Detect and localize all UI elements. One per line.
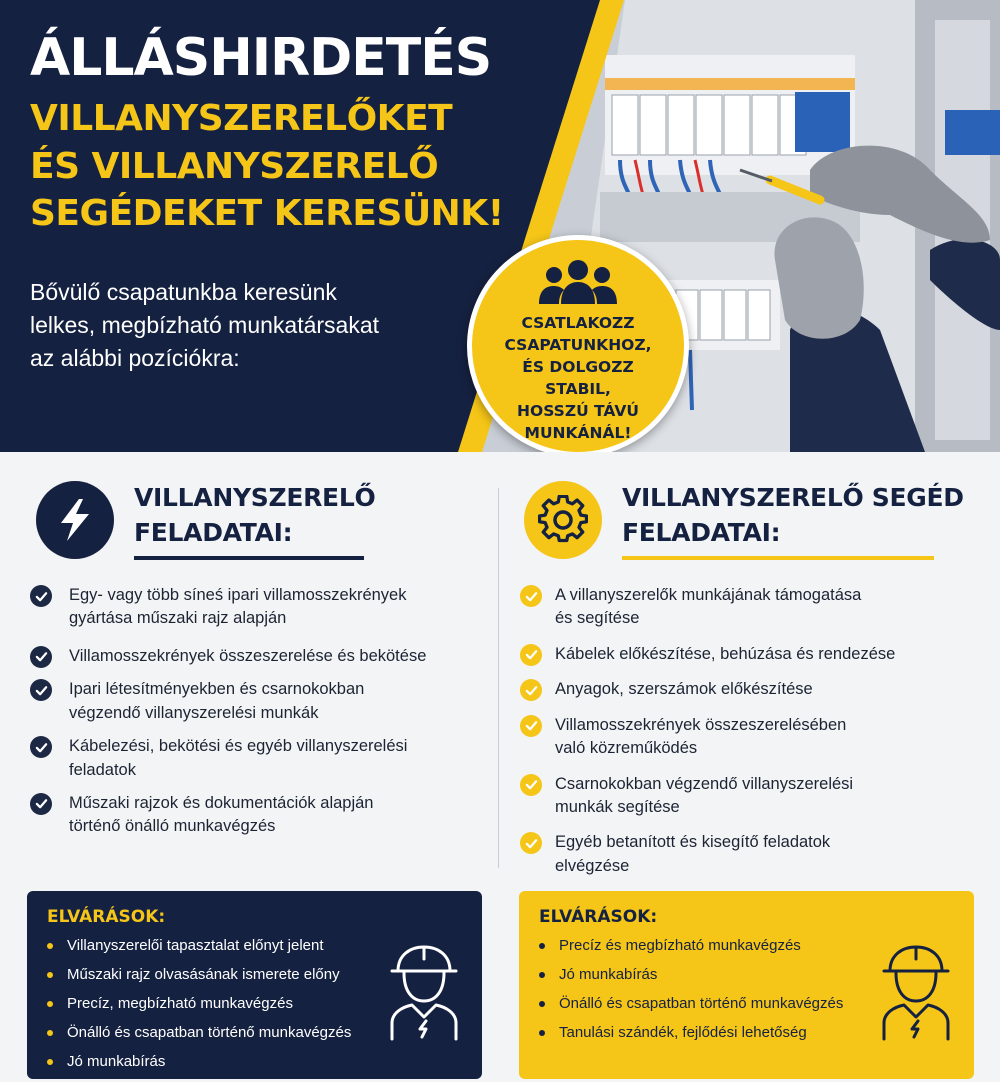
badge-text [493,312,663,444]
title-line: VILLANYSZERELŐ SEGÉD [622,483,964,512]
task-text [555,678,813,701]
electrician-title-wrap [134,480,375,560]
requirement-text: Precíz és megbízható munkavégzés [559,937,801,954]
join-team-badge [467,235,689,452]
task-line: Ipari létesítményekben és csarnokokban [69,680,365,699]
badge-line: CSAPATUNKHOZ, [504,336,652,354]
title-line: VILLANYSZERELŐ [134,483,376,512]
requirement-text: Önálló és csapatban történő munkavégzés [559,995,844,1012]
list-item [30,792,490,839]
bullet-icon [47,1030,53,1036]
requirement-text: Műszaki rajz olvasásának ismerete előny [67,966,340,983]
lightning-icon [36,481,114,559]
subtitle-line: SEGÉDEKET KERESÜNK! [30,193,504,235]
assistant-requirements-box [519,891,974,1079]
requirements-title: ELVÁRÁSOK: [539,907,658,927]
check-icon [30,793,52,815]
title-underline [622,556,934,560]
list-item [47,1047,462,1076]
task-line: Kábelezési, bekötési és egyéb villanyszerelési [69,737,408,756]
hero-banner [0,0,1000,452]
task-line: A villanyszerelők munkájának támogatása [555,586,862,604]
bullet-icon [539,943,545,949]
task-text [69,792,374,839]
task-text [555,643,895,666]
task-line: Műszaki rajzok és dokumentációk alapján [69,793,374,812]
electrician-header [30,470,490,570]
intro-line: Bővülő csapatunkba keresünk [30,278,337,305]
assistant-header [520,470,980,570]
check-icon [520,774,542,796]
task-line: Egy- vagy több síneś ipari villamosszekrények [69,586,407,604]
requirement-text: Villanyszerelői tapasztalat előnyt jelent [67,937,324,954]
task-line: való közreműködés [555,739,698,758]
check-icon [520,644,542,666]
task-line: gyártása műszaki rajz alapján [69,609,287,628]
requirements-title: ELVÁRÁSOK: [47,907,166,927]
badge-line: HOSSZÚ TÁVÚ [517,402,639,420]
check-icon [520,679,542,701]
bullet-icon [47,1001,53,1007]
bullet-icon [539,1030,545,1036]
task-line: Anyagok, szerszámok előkészítése [555,680,813,699]
check-icon [30,736,52,758]
requirement-text: Jó munkabírás [67,1053,166,1070]
badge-line: MUNKÁNÁL! [524,424,632,442]
requirement-text: Tanulási szándék, fejlődési lehetőség [559,1024,807,1041]
bullet-icon [539,972,545,978]
subtitle-line: VILLANYSZERELŐKET [30,98,453,140]
electrician-title [134,480,375,550]
title-line: FELADATAI: [134,518,293,547]
assistant-title-wrap [622,480,964,560]
intro-line: lelkes, megbízható munkatársakat [30,312,380,339]
requirement-text: Precíz, megbízható munkavégzés [67,995,293,1012]
requirement-text: Önálló és csapatban történő munkavégzés [67,1024,352,1041]
task-line: munkák segítése [555,797,680,816]
subtitle-line: ÉS VILLANYSZERELŐ [30,145,439,187]
list-item [520,678,980,701]
task-line: Villamosszekrények összeszerelése és bekötése [69,646,427,665]
badge-line: ÉS DOLGOZZ STABIL, [522,358,634,398]
title-line: FELADATAI: [622,518,781,547]
task-line: Egyéb betanított és kisegítő feladatok [555,833,831,852]
task-text [69,584,406,631]
electrician-section [30,470,490,839]
bullet-icon [539,1001,545,1007]
list-item [30,584,490,631]
task-text [69,735,407,782]
task-text [555,831,830,878]
task-text [555,584,861,631]
list-item [520,773,980,820]
page-title: ÁLLÁSHIRDETÉS [30,28,492,88]
task-text [555,714,846,761]
list-item [30,735,490,782]
task-line: végzendő villanyszerelési munkák [69,703,319,722]
electrician-requirements-box [27,891,482,1079]
task-line: Csarnokokban végzendő villanyszerelési [555,774,854,793]
column-divider [498,488,499,868]
bullet-icon [47,972,53,978]
worker-icon [876,941,956,1041]
task-line: elvégzése [555,856,630,875]
bullet-icon [47,943,53,949]
title-underline [134,556,364,560]
hero-subtitle [30,95,550,238]
check-icon [520,832,542,854]
task-line: és segítése [555,609,640,628]
assistant-title [622,480,964,550]
intro-line: az alábbi pozíciókra: [30,345,240,372]
requirement-text: Jó munkabírás [559,966,658,983]
list-item [520,831,980,878]
check-icon [30,585,52,607]
worker-icon [384,941,464,1041]
bullet-icon [47,1059,53,1065]
team-icon [539,258,617,304]
task-text [69,678,364,725]
task-text [69,645,426,668]
assistant-task-list [520,584,980,878]
electrician-task-list [30,584,490,839]
list-item [520,584,980,631]
list-item [30,678,490,725]
gear-icon [524,481,602,559]
list-item [520,643,980,666]
check-icon [520,585,542,607]
check-icon [520,715,542,737]
list-item [30,645,490,668]
list-item [520,714,980,761]
check-icon [30,646,52,668]
badge-line: CSATLAKOZZ [521,314,635,332]
task-line: történő önálló munkavégzés [69,817,276,836]
assistant-section [520,470,980,878]
task-text [555,773,853,820]
task-line: feladatok [69,760,136,779]
intro-text [30,276,450,376]
check-icon [30,679,52,701]
task-line: Villamosszekrények összeszerelésében [555,715,847,734]
task-line: Kábelek előkészítése, behúzása és rendezése [555,644,896,663]
